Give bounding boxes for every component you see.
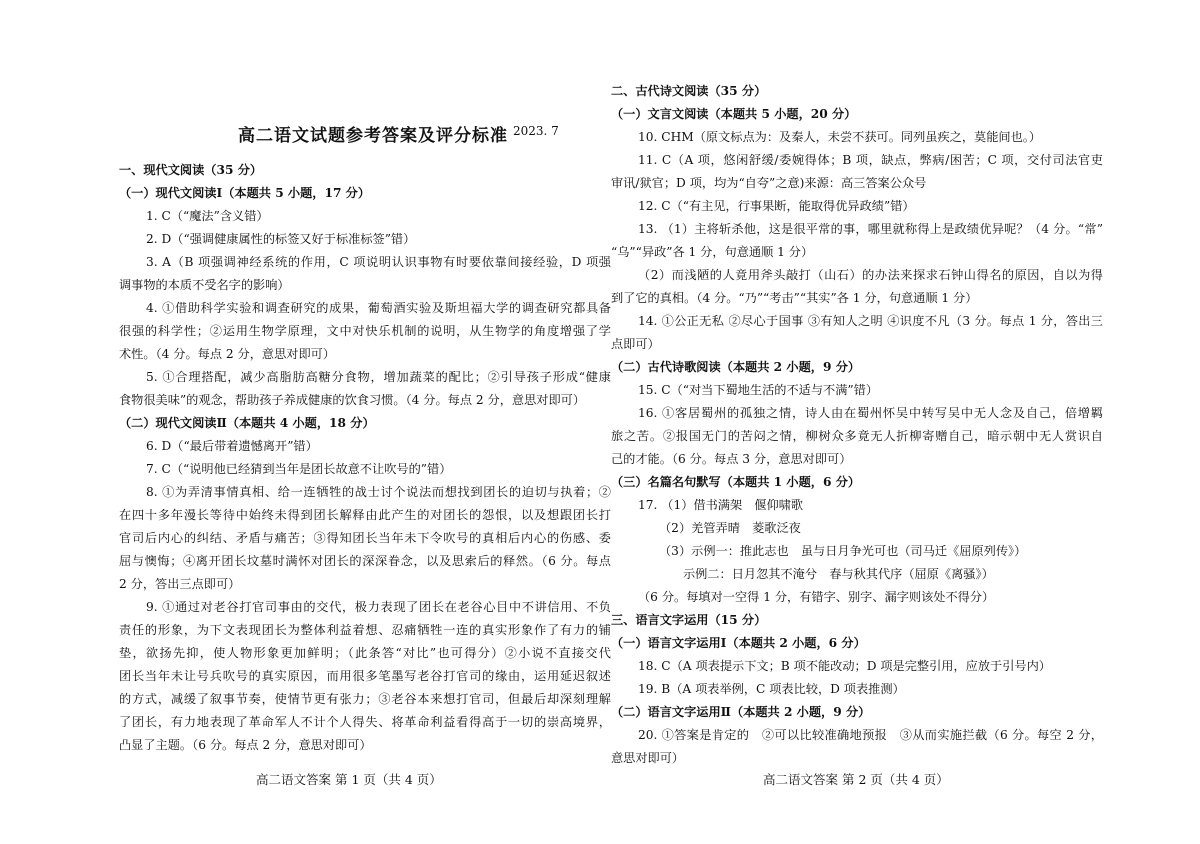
section-heading: 一、现代文阅读（35 分） [119,163,263,177]
document-title: 高二语文试题参考答案及评分标准 [238,126,508,146]
answer-line: 屈与懊悔；④离开团长坟墓时满怀对团长的深深眷念，以及思索后的释然。（6 分。每点 [119,554,611,568]
answer-line: 2. D（“强调健康属性的标签又好于标准标签”错） [146,232,416,246]
subsection-heading: （二）语言文字运用Ⅱ（本题共 2 小题，9 分） [611,705,871,719]
answer-line: 10. CHM（原文标点为：及秦人，未尝不获可。同列虽疾之，莫能间也。） [638,130,1042,144]
answer-line: 垫，欲扬先抑，使人物形象更加鲜明；（此条答“对比”也可得分）②小说不直接交代 [119,646,611,660]
answer-line: （2）羌管弄晴 菱歌泛夜 [659,521,801,535]
answer-line: 12. C（“有主见，行事果断，能取得优异政绩”错） [638,199,915,213]
answer-line: 在四十多年漫长等待中始终未得到团长解释由此产生的对团长的怨恨，以及想跟团长打 [119,508,611,522]
answer-line: 很强的科学性；②运用生物学原理，文中对快乐机制的说明，从生物学的角度增强了学 [119,324,611,338]
section-heading: 三、语言文字运用（15 分） [611,613,767,627]
answer-line: 19. B（A 项表举例，C 项表比较，D 项表推测） [638,682,905,696]
answer-line: 20. ①答案是肯定的 ②可以比较准确地预报 ③从而实施拦截（6 分。每空 2 分， [638,728,1103,742]
page-1-footer: 高二语文答案 第 1 页（共 4 页） [256,772,442,787]
subsection-heading: （三）名篇名句默写（本题共 1 小题，6 分） [611,475,861,489]
answer-line: 官司后内心的纠结、矛盾与痛苦；③得知团长当年未下令吹号的真相后内心的伤感、委 [119,531,611,545]
answer-line: 8. ①为弄清事情真相、给一连牺牲的战士讨个说法而想找到团长的迫切与执着；② [146,485,611,499]
answer-line: 食物很美味”的观念，帮助孩子养成健康的饮食习惯。（4 分。每点 2 分，意思对即可） [119,393,586,407]
answer-line: 审讯/狱官；D 项，均为“自夸”之意)来源：高三答案公众号 [611,176,927,190]
answer-line: 11. C（A 项，悠闲舒缓/委婉得体；B 项，缺点，弊病/困苦；C 项，交付司法官吏 [638,153,1103,167]
answer-line: 4. ①借助科学实验和调查研究的成果，葡萄酒实验及斯坦福大学的调查研究都具备 [146,301,611,315]
answer-line: 2 分，答出三点即可） [119,577,241,591]
answer-line: 术性。（4 分。每点 2 分，意思对即可） [119,347,336,361]
answer-line: 点即可） [611,337,660,351]
answer-line: （3）示例一：推此志也 虽与日月争光可也（司马迁《屈原列传》） [659,544,1027,558]
answer-line: 旅之苦。②报国无门的苦闷之情，柳树众多竟无人折柳寄赠自己，暗示朝中无人赏识自 [611,429,1103,443]
answer-line: 责任的形象，为下文表现团长为整体利益着想、忍痛牺牲一连的真实形象作了有力的铺 [119,623,611,637]
answer-line: 9. ①通过对老谷打官司事由的交代，极力表现了团长在老谷心目中不讲信用、不负 [146,600,611,614]
subsection-heading: （一）现代文阅读Ⅰ（本题共 5 小题，17 分） [119,186,371,200]
answer-line: 7. C（“说明他已经猜到当年是团长故意不让吹号的”错） [146,462,452,476]
answer-line: 凸显了主题。（6 分。每点 2 分，意思对即可） [119,738,372,752]
document-date: 2023. 7 [513,124,559,138]
page-2-footer: 高二语文答案 第 2 页（共 4 页） [763,772,949,787]
answer-line: 意思对即可） [611,751,685,765]
answer-line: 16. ①客居蜀州的孤独之情，诗人由在蜀州怀吴中转写吴中无人念及自己，倍增羁 [638,406,1103,420]
subsection-heading: （一）语言文字运用Ⅰ（本题共 2 小题，6 分） [611,636,866,650]
answer-line: 的方式，减缓了叙事节奏，使情节更有张力；③老谷本来想打官司，但最后却深刻理解 [119,692,611,706]
answer-line: 13. （1）主将斩杀他，这是很平常的事，哪里就称得上是政绩优异呢？（4 分。“常” [638,222,1103,236]
answer-line: 3. A（B 项强调神经系统的作用，C 项说明认识事物有时要依靠间接经验，D 项强 [146,255,611,269]
answer-line: 己的才能。（6 分。每点 3 分，意思对即可） [611,452,852,466]
answer-line: 调事物的本质不受名字的影响） [119,278,290,292]
answer-line: （6 分。每填对一空得 1 分，有错字、别字、漏字则该处不得分） [638,590,995,604]
answer-line: 1. C（“魔法”含义错） [146,209,269,223]
answer-line: （2）而浅陋的人竟用斧头敲打（山石）的办法来探求石钟山得名的原因，自以为得 [638,268,1103,282]
answer-line: 了团长，有力地表现了革命军人不计个人得失、将革命利益看得高于一切的崇高境界， [119,715,611,729]
subsection-heading: （二）古代诗歌阅读（本题共 2 小题，9 分） [611,360,861,374]
answer-line: “乌”“异政”各 1 分，句意通顺 1 分） [611,245,814,259]
subsection-heading: （二）现代文阅读Ⅱ（本题共 4 小题，18 分） [119,416,375,430]
subsection-heading: （一）文言文阅读（本题共 5 小题，20 分） [611,107,857,121]
answer-line: 18. C（A 项表提示下文；B 项不能改动；D 项是完整引用，应放于引号内） [638,659,1051,673]
answer-line: 到了它的真相。（4 分。“乃”“考击”“其实”各 1 分，句意通顺 1 分） [611,291,978,305]
section-heading: 二、古代诗文阅读（35 分） [611,84,767,98]
answer-line: 14. ①公正无私 ②尽心于国事 ③有知人之明 ④识度不凡（3 分。每点 1 分，答出三 [638,314,1103,328]
answer-line: 团长当年未让号兵吹号的真实原因，而用很多笔墨写老谷打官司的缘由，运用延迟叙述 [119,669,611,683]
answer-line: 5. ①合理搭配，减少高脂肪高糖分食物，增加蔬菜的配比；②引导孩子形成“健康 [146,370,611,384]
answer-line: 示例二：日月忽其不淹兮 春与秋其代序（屈原《离骚》） [683,567,994,581]
answer-line: 6. D（“最后带着遗憾离开”错） [146,439,318,453]
answer-line: 17. （1）借书满架 偃仰啸歌 [638,498,804,512]
answer-line: 15. C（“对当下蜀地生活的不适与不满”错） [638,383,879,397]
